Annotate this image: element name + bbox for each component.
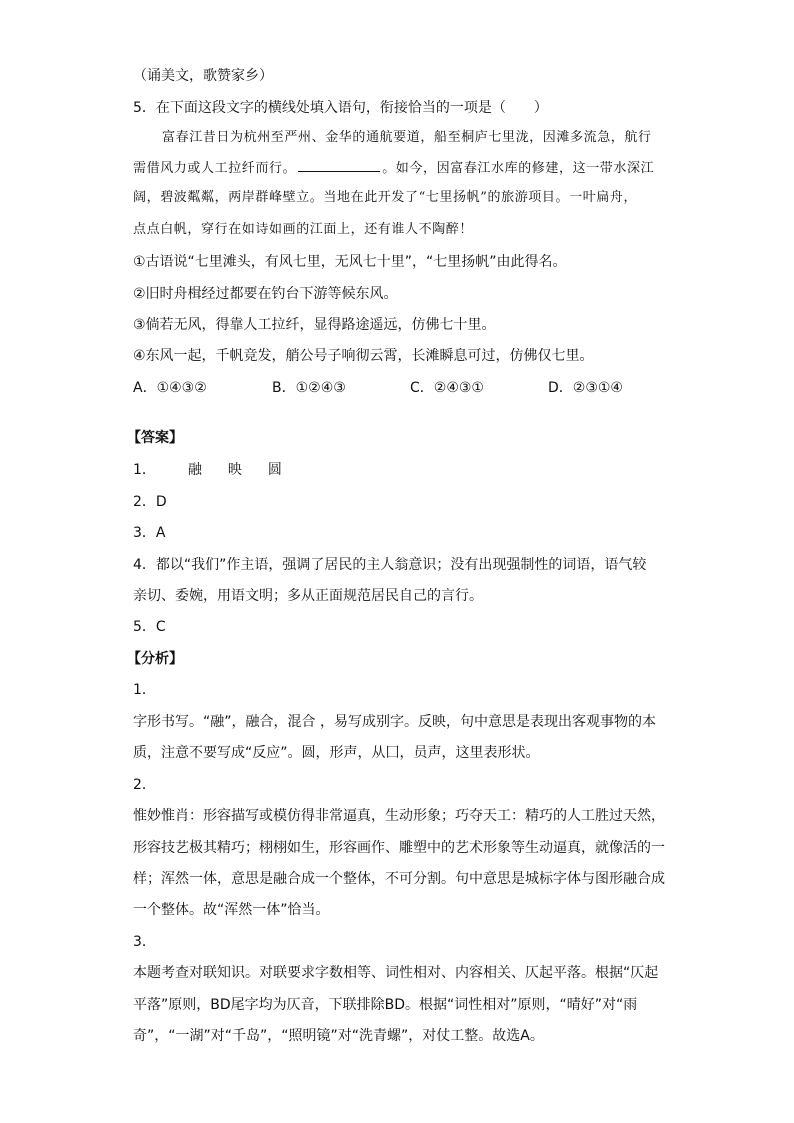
passage-line: 富春江昔日为杭州至严州、金华的通航要道，船至桐庐七里泷，因滩多流急，航行 xyxy=(162,130,652,145)
analysis-2-line: 形容技艺极其精巧；栩栩如生，形容画作、雕塑中的艺术形象等生动逼真，就像活的一 xyxy=(133,840,665,856)
statement-1: ①古语说“七里滩头，有风七里，无风七十里”，“七里扬帆”由此得名。 xyxy=(133,254,567,270)
answer-number: 1． xyxy=(133,462,156,478)
answer-item-3: 3．A xyxy=(133,525,166,541)
analysis-2-line: 样；浑然一体，意思是融合成一个整体，不可分割。句中意思是城标字体与图形融合成 xyxy=(133,871,665,887)
answer-heading: 【答案】 xyxy=(127,430,183,446)
passage-line: 阔，碧波粼粼，两岸群峰壁立。当地在此开发了“七里扬帆”的旅游项目。一叶扁舟， xyxy=(133,190,638,205)
answer-item-2: 2．D xyxy=(133,494,167,510)
answer-item-1 xyxy=(133,460,282,480)
answer-item-5: 5．C xyxy=(133,619,166,635)
analysis-number-1: 1． xyxy=(133,682,156,698)
statement-3: ③倘若无风，得靠人工拉纤，显得路途遥远，仿佛七十里。 xyxy=(133,317,496,333)
header-note: （诵美文，歌赞家乡） xyxy=(133,68,273,84)
answer-char: 圆 xyxy=(267,462,282,478)
analysis-1-line: 质，注意不要写成“反应”。圆，形声，从囗，员声，这里表形状。 xyxy=(133,745,540,761)
passage-line-with-blank xyxy=(133,158,654,179)
answer-char: 融 xyxy=(187,462,202,478)
option-d: D．②③①④ xyxy=(548,380,623,396)
passage-text: 。如今，因富春江水库的修建，这一带水深江 xyxy=(382,161,655,176)
passage-line: 点点白帆，穿行在如诗如画的江面上，还有谁人不陶醉！ xyxy=(133,222,474,237)
option-b: B．①②④③ xyxy=(272,380,346,396)
answer-item-4-line: 亲切、委婉，用语文明；多从正面规范居民自己的言行。 xyxy=(133,588,483,604)
analysis-2-line: 惟妙惟肖：形容描写或模仿得非常逼真，生动形象；巧夺天工：精巧的人工胜过天然， xyxy=(133,808,665,824)
analysis-3-line: 平落”原则，BD尾字均为仄音，下联排除BD。根据“词性相对”原则，“晴好”对“雨 xyxy=(133,997,638,1013)
option-a: A．①④③② xyxy=(133,380,207,396)
fill-in-blank xyxy=(298,158,380,172)
analysis-3-line: 奇”，“一湖”对“千岛”，“照明镜”对“洗青螺”，对仗工整。故选A。 xyxy=(133,1028,544,1044)
question-5-stem: 5．在下面这段文字的横线处填入语句，衔接恰当的一项是（ ） xyxy=(133,100,548,116)
analysis-heading: 【分析】 xyxy=(127,651,183,667)
analysis-number-2: 2． xyxy=(133,777,156,793)
passage-text: 需借风力或人工拉纤而行。 xyxy=(133,161,297,176)
analysis-1-line: 字形书写。“融”，融合，混合 ，易写成别字。反映，句中意思是表现出客观事物的本 xyxy=(133,714,656,730)
analysis-2-line: 一个整体。故“浑然一体”恰当。 xyxy=(133,902,330,918)
analysis-number-3: 3． xyxy=(133,934,156,950)
statement-2: ②旧时舟楫经过都要在钓台下游等候东风。 xyxy=(133,286,398,302)
answer-char: 映 xyxy=(227,462,242,478)
option-c: C．②④③① xyxy=(410,380,484,396)
statement-4: ④东风一起，千帆竞发，艄公号子响彻云霄，长滩瞬息可过，仿佛仅七里。 xyxy=(133,348,594,364)
analysis-3-line: 本题考查对联知识。对联要求字数相等、词性相对、内容相关、仄起平落。根据“仄起 xyxy=(133,965,659,981)
answer-item-4-line: 4．都以“我们”作主语，强调了居民的主人翁意识；没有出现强制性的词语，语气较 xyxy=(133,557,647,573)
